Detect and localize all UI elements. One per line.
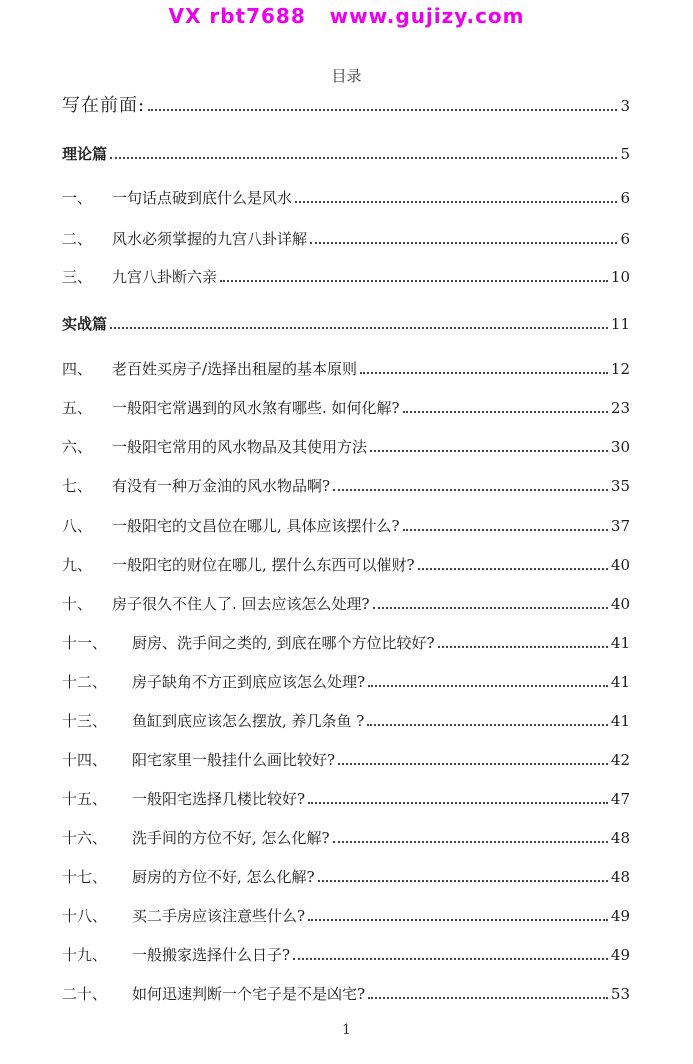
dot-leader: [370, 450, 608, 452]
toc-entry-page: 41: [610, 673, 630, 691]
toc-entry-title: 厨房的方位不好, 怎么化解?: [132, 868, 315, 886]
toc-entry-page: 42: [610, 751, 630, 769]
toc-entry-number: 四、: [62, 360, 93, 378]
toc-entry-page: 41: [610, 712, 630, 730]
toc-entry: [62, 472, 630, 496]
toc-entry-title: 九宫八卦断六亲: [112, 268, 218, 286]
dot-leader: [360, 372, 608, 374]
toc-entry-title: 一般阳宅的文昌位在哪儿, 具体应该摆什么?: [112, 517, 400, 535]
toc-entry-page: 49: [610, 946, 630, 964]
toc-entry-page: 5: [620, 145, 630, 163]
toc-entry-title: 阳宅家里一般挂什么画比较好?: [132, 751, 336, 769]
dot-leader: [295, 201, 617, 203]
toc-entry: [62, 512, 630, 536]
toc-entry-title: 一句话点破到底什么是风水: [112, 189, 293, 207]
toc-entry-number: 十四、: [62, 751, 108, 769]
toc-entry: [62, 863, 630, 887]
toc-entry-page: 47: [610, 790, 630, 808]
dot-leader: [308, 919, 608, 921]
toc-entry-number: 十七、: [62, 868, 108, 886]
dot-leader: [310, 242, 617, 244]
toc-entry-title: 鱼缸到底应该怎么摆放, 养几条鱼 ?: [132, 712, 365, 730]
toc-entry-title: 如何迅速判断一个宅子是不是凶宅?: [132, 985, 366, 1003]
toc-entry: [62, 980, 630, 1004]
toc-entry-title: 理论篇: [62, 145, 108, 163]
toc-entry-number: 二、: [62, 230, 93, 248]
dot-leader: [368, 997, 608, 999]
toc-entry-number: 十二、: [62, 673, 108, 691]
toc-entry-number: 十八、: [62, 907, 108, 925]
toc-entry-number: 五、: [62, 399, 93, 417]
toc-entry-page: 35: [610, 477, 630, 495]
toc-entry: [62, 941, 630, 965]
toc-entry-page: 41: [610, 634, 630, 652]
toc-entry-page: 40: [610, 595, 630, 613]
dot-leader: [220, 280, 608, 282]
toc-entry-title: 老百姓买房子/选择出租屋的基本原则: [112, 360, 358, 378]
toc-entry-title: 写在前面:: [62, 95, 146, 116]
toc-entry-number: 十一、: [62, 634, 108, 652]
toc-entry: [62, 902, 630, 926]
toc-entry-page: 37: [610, 517, 630, 535]
dot-leader: [110, 157, 617, 159]
page-number: 1: [342, 1022, 351, 1038]
toc-title: 目录: [331, 67, 362, 85]
toc-entry-number: 十九、: [62, 946, 108, 964]
toc-entry: [62, 785, 630, 809]
dot-leader: [373, 607, 608, 609]
dot-leader: [418, 568, 608, 570]
toc-entry-title: 风水必须掌握的九宫八卦详解: [112, 230, 308, 248]
toc-entry: [62, 746, 630, 770]
dot-leader: [338, 763, 608, 765]
toc-entry-page: 48: [610, 868, 630, 886]
toc-entry-page: 6: [620, 230, 630, 248]
dot-leader: [403, 411, 608, 413]
toc-entry-number: 三、: [62, 268, 93, 286]
toc-entry-title: 一般阳宅常用的风水物品及其使用方法: [112, 438, 368, 456]
dot-leader: [367, 724, 608, 726]
dot-leader: [148, 109, 617, 111]
toc-entry-number: 十、: [62, 595, 93, 613]
toc-entry: [62, 590, 630, 614]
toc-entry: [62, 394, 630, 418]
watermark-text: VX rbt7688 www.gujizy.com: [168, 4, 525, 28]
toc-entry-page: 40: [610, 556, 630, 574]
toc-entry-title: 厨房、洗手间之类的, 到底在哪个方位比较好?: [132, 634, 435, 652]
dot-leader: [308, 802, 608, 804]
toc-entry: [62, 707, 630, 731]
toc-entry-title: 洗手间的方位不好, 怎么化解?: [132, 829, 330, 847]
dot-leader: [333, 841, 608, 843]
toc-entry-page: 11: [610, 315, 630, 333]
dot-leader: [318, 880, 608, 882]
toc-entry: [62, 310, 630, 334]
toc-entry: [62, 433, 630, 457]
toc-entry: [62, 184, 630, 208]
dot-leader: [403, 529, 608, 531]
toc-entry-page: 30: [610, 438, 630, 456]
toc-entry-page: 49: [610, 907, 630, 925]
toc-entry-title: 实战篇: [62, 315, 108, 333]
toc-entry-number: 二十、: [62, 985, 108, 1003]
toc-entry-number: 九、: [62, 556, 93, 574]
toc-entry-title: 房子很久不住人了. 回去应该怎么处理?: [112, 595, 370, 613]
toc-entry: [62, 629, 630, 653]
dot-leader: [438, 646, 608, 648]
toc-entry: [62, 668, 630, 692]
toc-entry-title: 一般阳宅的财位在哪儿, 摆什么东西可以催财?: [112, 556, 415, 574]
toc-entry-title: 房子缺角不方正到底应该怎么处理?: [132, 673, 366, 691]
dot-leader: [293, 958, 608, 960]
toc-entry-title: 一般阳宅选择几楼比较好?: [132, 790, 306, 808]
toc-entry-page: 23: [610, 399, 630, 417]
toc-entry-page: 48: [610, 829, 630, 847]
toc-entry: [62, 551, 630, 575]
toc-entry-title: 有没有一种万金油的风水物品啊?: [112, 477, 331, 495]
toc-entry-number: 一、: [62, 189, 93, 207]
toc-entry-number: 八、: [62, 517, 93, 535]
dot-leader: [368, 685, 608, 687]
toc-entry-title: 一般阳宅常遇到的风水煞有哪些. 如何化解?: [112, 399, 400, 417]
toc-entry-number: 六、: [62, 438, 93, 456]
dot-leader: [333, 489, 608, 491]
toc-entry: [62, 225, 630, 249]
toc-entry-page: 6: [620, 189, 630, 207]
toc-entry-page: 10: [610, 268, 630, 286]
toc-entry-page: 3: [620, 97, 630, 115]
toc-entry: [62, 263, 630, 287]
dot-leader: [110, 327, 608, 329]
toc-entry: [62, 824, 630, 848]
toc-entry: [62, 140, 630, 164]
toc-entry-page: 12: [610, 360, 630, 378]
toc-entry-number: 七、: [62, 477, 93, 495]
toc-entry-title: 一般搬家选择什么日子?: [132, 946, 291, 964]
toc-entry-number: 十六、: [62, 829, 108, 847]
toc-entry-title: 买二手房应该注意些什么?: [132, 907, 306, 925]
toc-entry: [62, 355, 630, 379]
toc-entry: [62, 92, 630, 116]
toc-entry-page: 53: [610, 985, 630, 1003]
toc-entry-number: 十三、: [62, 712, 108, 730]
toc-entry-number: 十五、: [62, 790, 108, 808]
